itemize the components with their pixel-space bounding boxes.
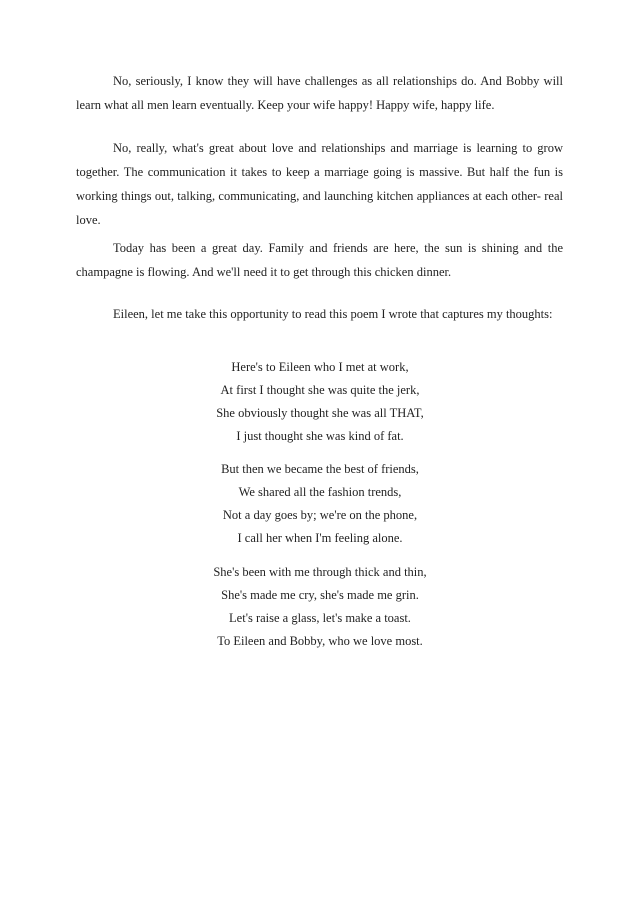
poem-line: Let's raise a glass, let's make a toast. — [229, 611, 411, 625]
poem-line: Not a day goes by; we're on the phone, — [222, 508, 418, 522]
poem-stanza-1 — [120, 356, 520, 448]
paragraph-poem-intro: Eileen, let me take this opportunity to read this poem I wrote that captures my thoughts: — [113, 307, 553, 321]
poem-line: We shared all the fashion trends, — [238, 485, 402, 499]
poem-line: Here's to Eileen who I met at work, — [231, 360, 409, 374]
poem-stanza-2 — [120, 458, 520, 550]
paragraph-growing-together: No, really, what's great about love and relationships and marriage is learning to grow together. The communication it takes to keep a marriage going is massive. But half the fun is working things out, talking, communicating, and launching kitchen appliances at each other- real love. — [76, 141, 563, 227]
poem-stanza-3 — [120, 561, 520, 653]
poem-line: She's been with me through thick and thin, — [213, 565, 427, 579]
poem-line: I call her when I'm feeling alone. — [237, 531, 403, 545]
poem-line: At first I thought she was quite the jerk, — [220, 383, 420, 397]
poem-line: She's made me cry, she's made me grin. — [221, 588, 419, 602]
paragraph-great-day: Today has been a great day. Family and friends are here, the sun is shining and the champagne is flowing. And we'll need it to get through this chicken dinner. — [76, 241, 563, 279]
poem-line: I just thought she was kind of fat. — [236, 429, 404, 443]
poem-line: But then we became the best of friends, — [221, 462, 419, 476]
poem-line: She obviously thought she was all THAT, — [216, 406, 424, 420]
poem-line: To Eileen and Bobby, who we love most. — [217, 634, 423, 648]
paragraph-advice: No, seriously, I know they will have challenges as all relationships do. And Bobby will learn what all men learn eventually. Keep your wife happy! Happy wife, happy life. — [76, 74, 563, 112]
